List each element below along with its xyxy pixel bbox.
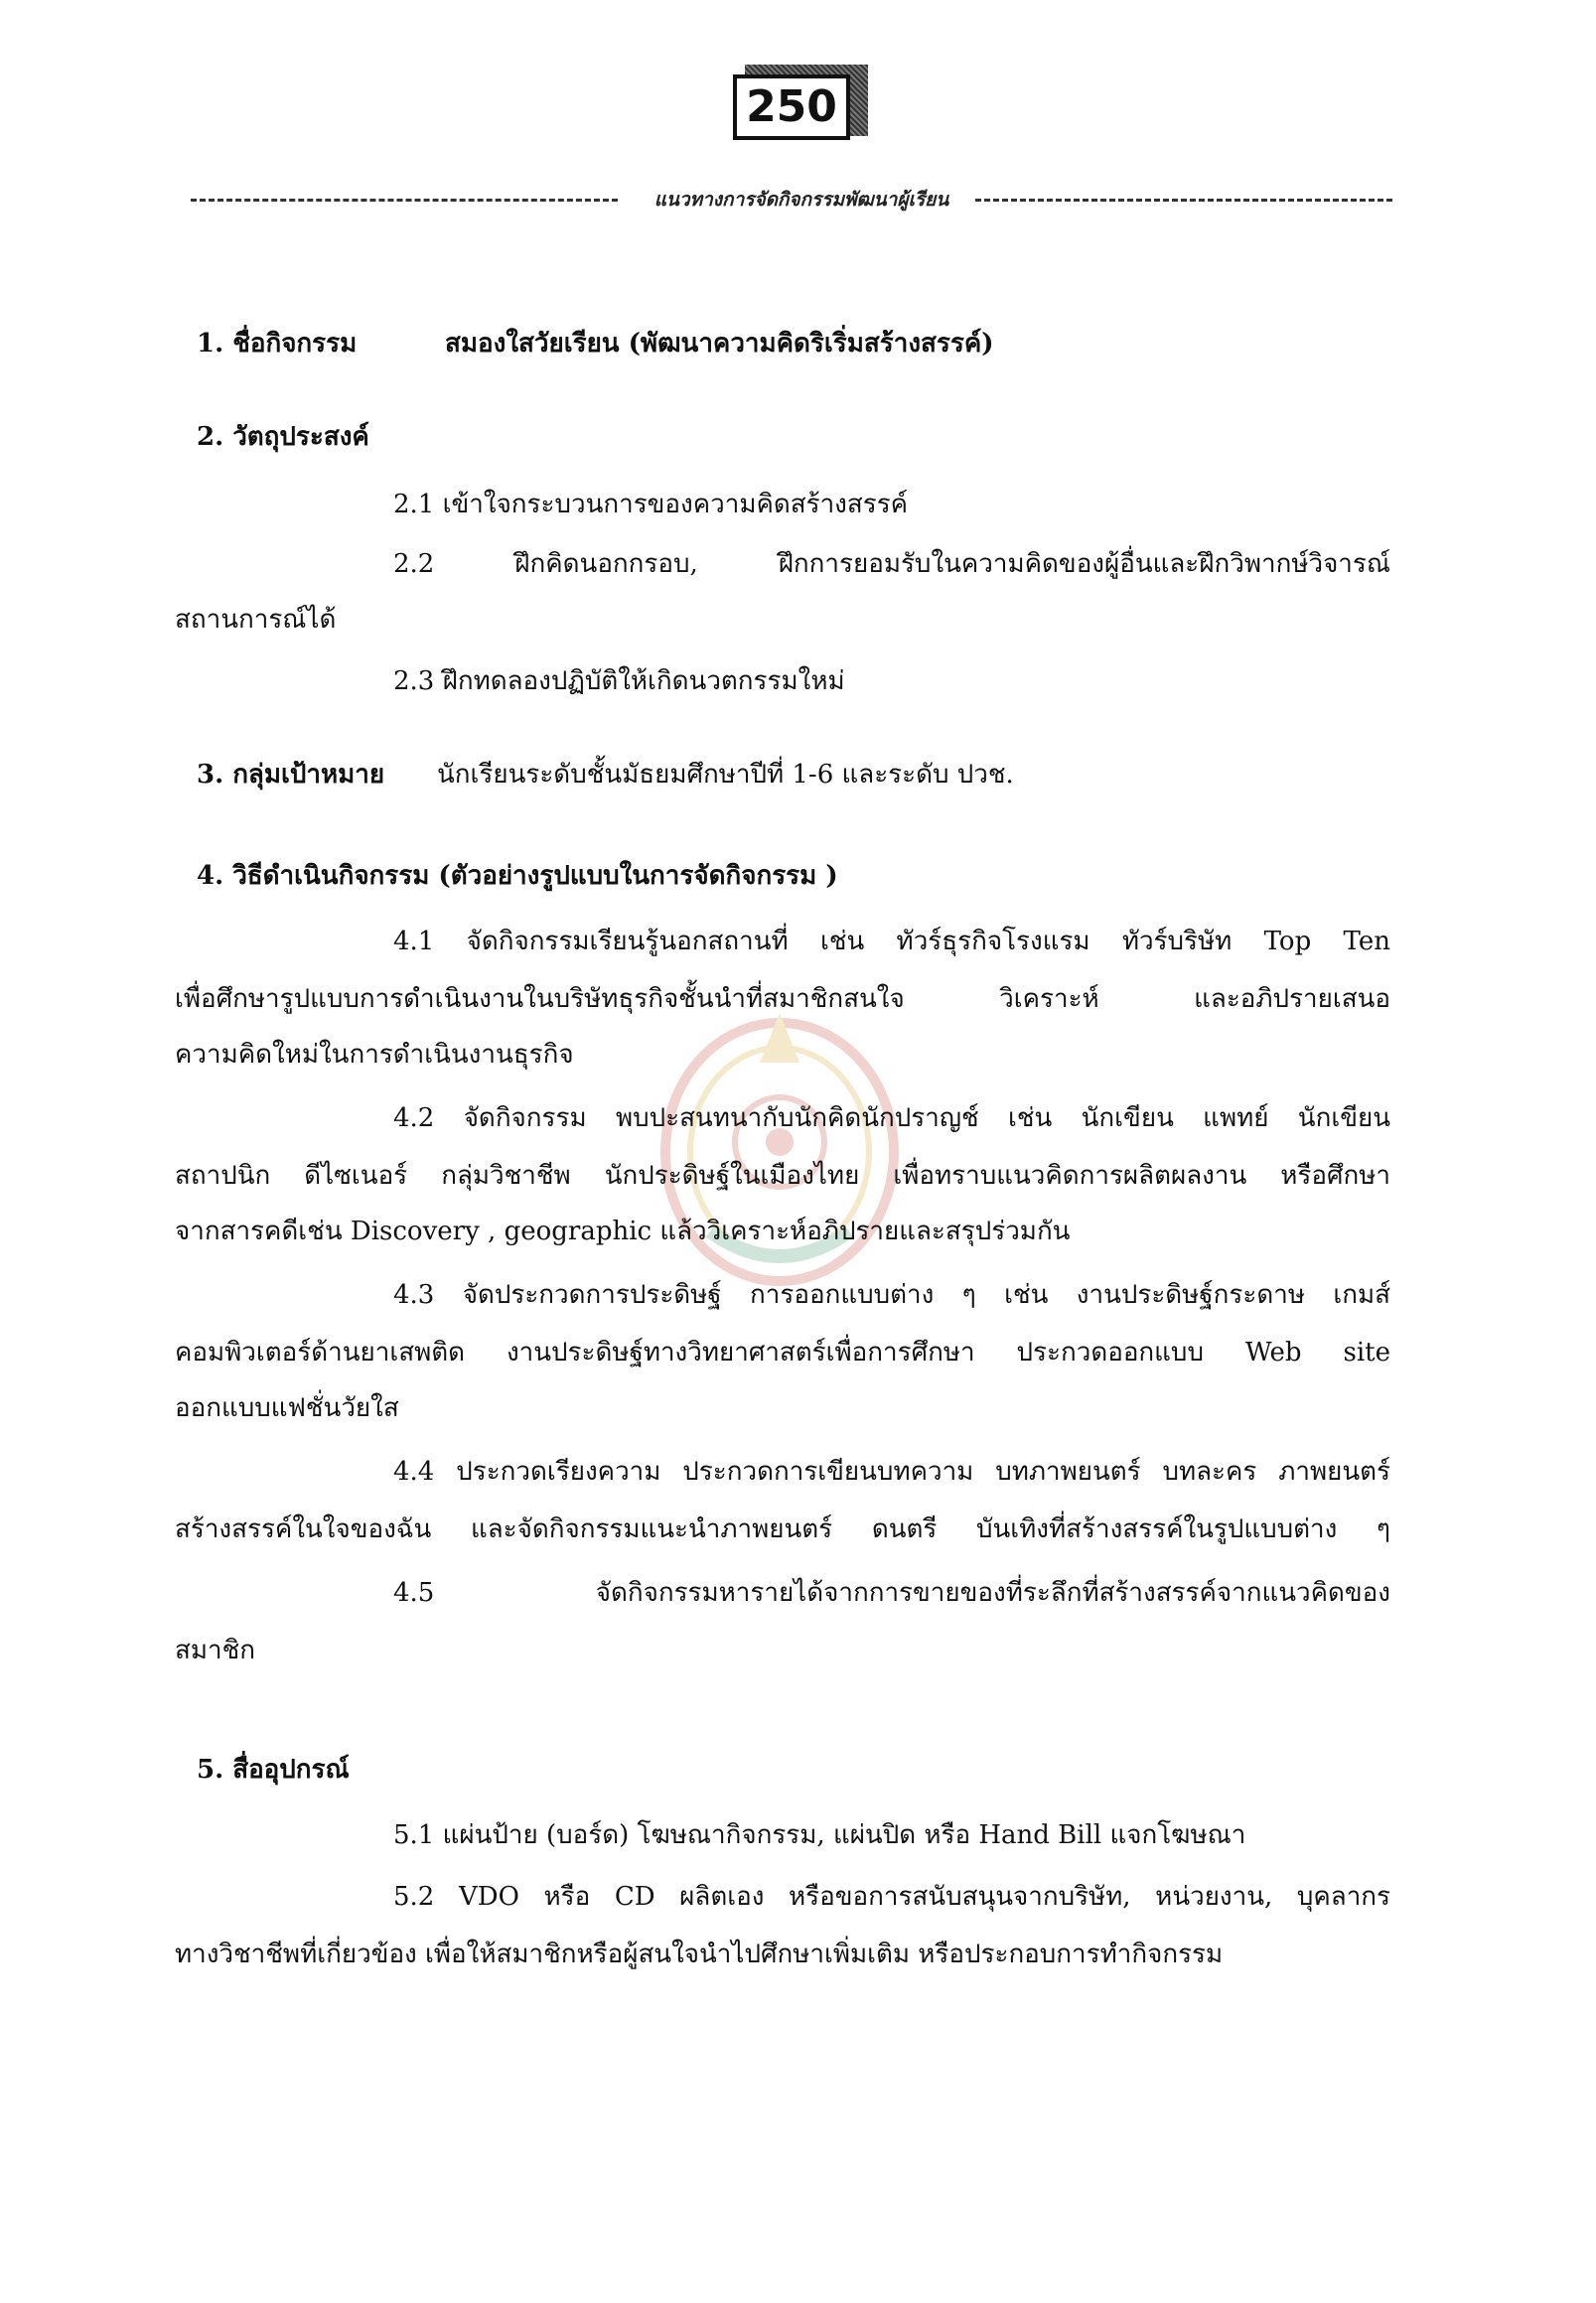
section-2-label: 2. วัตถุประสงค์ bbox=[197, 422, 369, 452]
section-3-label: 3. กลุ่มเป้าหมาย bbox=[197, 760, 385, 790]
page-number: 250 bbox=[733, 74, 850, 140]
running-header-title: แนวทางการจัดกิจกรรมพัฒนาผู้เรียน bbox=[653, 189, 949, 211]
method-4-5: 4.5 จัดกิจกรรมหารายได้จากการขายของที่ระลึกที่สร้างสรรค์จากแนวคิดของ bbox=[393, 1578, 1390, 1608]
header-divider-right bbox=[975, 199, 1392, 202]
objective-2-2-cont: สถานการณ์ได้ bbox=[175, 605, 337, 635]
material-5-1: 5.1 แผ่นป้าย (บอร์ด) โฆษณากิจกรรม, แผ่นปิด หรือ Hand Bill แจกโฆษณา bbox=[393, 1820, 1246, 1850]
method-4-3-cont2: ออกแบบแฟชั่นวัยใส bbox=[175, 1393, 399, 1423]
objective-2-1: 2.1 เข้าใจกระบวนการของความคิดสร้างสรรค์ bbox=[393, 490, 909, 519]
material-5-2: 5.2 VDO หรือ CD ผลิตเอง หรือขอการสนับสนุนจากบริษัท, หน่วยงาน, บุคลากร bbox=[393, 1882, 1390, 1912]
header-divider-left bbox=[191, 199, 618, 202]
method-4-4: 4.4 ประกวดเรียงความ ประกวดการเขียนบทความ บทภาพยนตร์ บทละคร ภาพยนตร์ bbox=[393, 1457, 1390, 1487]
section-1-label: 1. ชื่อกิจกรรม bbox=[197, 329, 358, 359]
material-5-2-cont: ทางวิชาชีพที่เกี่ยวข้อง เพื่อให้สมาชิกหรือผู้สนใจนำไปศึกษาเพิ่มเติม หรือประกอบการทำกิจกรรม bbox=[175, 1940, 1224, 1969]
method-4-2-cont2: จากสารคดีเช่น Discovery , geographic แล้ววิเคราะห์อภิปรายและสรุปร่วมกัน bbox=[175, 1217, 1071, 1246]
method-4-3: 4.3 จัดประกวดการประดิษฐ์ การออกแบบต่าง ๆ เช่น งานประดิษฐ์กระดาษ เกมส์ bbox=[393, 1280, 1390, 1310]
page-number-box bbox=[733, 65, 872, 154]
section-1-value: สมองใสวัยเรียน (พัฒนาความคิดริเริ่มสร้างสรรค์) bbox=[445, 329, 994, 359]
method-4-3-cont: คอมพิวเตอร์ด้านยาเสพติด งานประดิษฐ์ทางวิทยาศาสตร์เพื่อการศึกษา ประกวดออกแบบ Web site bbox=[175, 1338, 1390, 1367]
method-4-2-cont: สถาปนิก ดีไซเนอร์ กลุ่มวิชาชีพ นักประดิษฐ์ในเมืองไทย เพื่อทราบแนวคิดการผลิตผลงาน หรือศึกษา bbox=[175, 1161, 1390, 1191]
method-4-2: 4.2 จัดกิจกรรม พบปะสนทนากับนักคิดนักปราญช์ เช่น นักเขียน แพทย์ นักเขียน bbox=[393, 1103, 1390, 1133]
method-4-1-cont: เพื่อศึกษารูปแบบการดำเนินงานในบริษัทธุรกิจชั้นนำที่สมาชิกสนใจ วิเคราะห์ และอภิปรายเสนอ bbox=[175, 984, 1390, 1014]
method-4-5-cont: สมาชิก bbox=[175, 1636, 255, 1665]
section-3-value: นักเรียนระดับชั้นมัธยมศึกษาปีที่ 1-6 และระดับ ปวช. bbox=[437, 760, 1014, 790]
method-4-4-cont: สร้างสรรค์ในใจของฉัน และจัดกิจกรรมแนะนำภาพยนตร์ ดนตรี บันเทิงที่สร้างสรรค์ในรูปแบบต่าง ๆ bbox=[175, 1514, 1390, 1544]
section-4-label: 4. วิธีดำเนินกิจกรรม (ตัวอย่างรูปแบบในการจัดกิจกรรม ) bbox=[197, 861, 838, 891]
running-header bbox=[191, 185, 1402, 215]
objective-2-2: 2.2 ฝึกคิดนอกกรอบ, ฝึกการยอมรับในความคิดของผู้อื่นและฝึกวิพากษ์วิจารณ์ bbox=[393, 549, 1390, 579]
method-4-1-cont2: ความคิดใหม่ในการดำเนินงานธุรกิจ bbox=[175, 1040, 574, 1070]
section-5-label: 5. สื่ออุปกรณ์ bbox=[197, 1755, 350, 1785]
method-4-1: 4.1 จัดกิจกรรมเรียนรู้นอกสถานที่ เช่น ทัวร์ธุรกิจโรงแรม ทัวร์บริษัท Top Ten bbox=[393, 927, 1390, 956]
objective-2-3: 2.3 ฝึกทดลองปฏิบัติให้เกิดนวตกรรมใหม่ bbox=[393, 666, 845, 696]
